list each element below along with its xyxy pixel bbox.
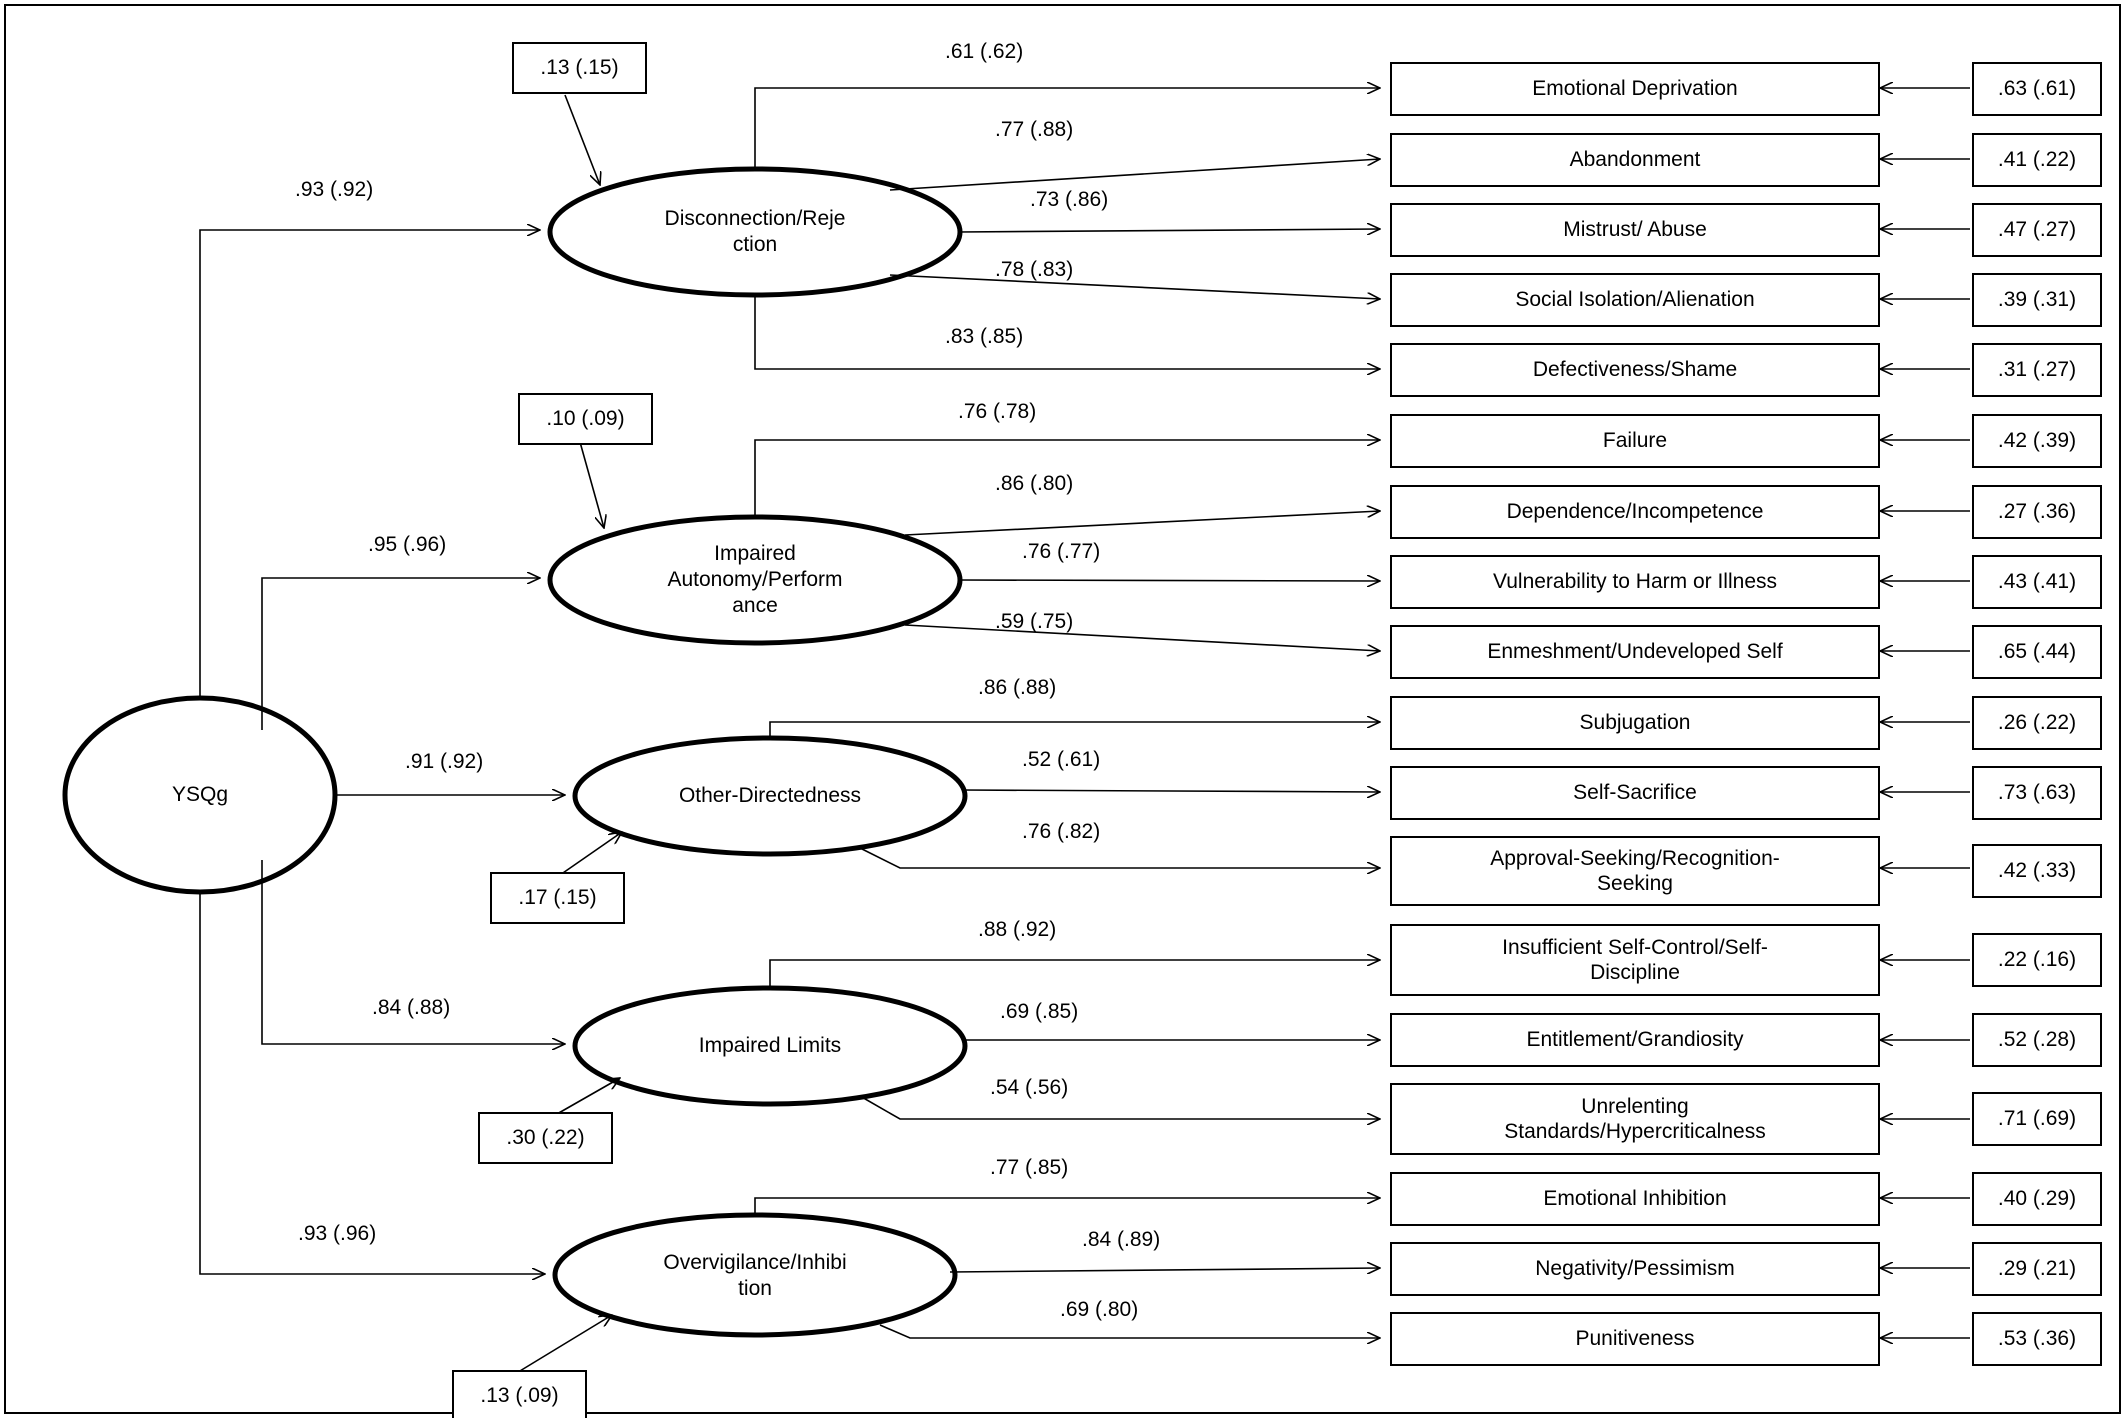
disturbance-box-f5: .13 (.09): [452, 1370, 587, 1418]
residual-box-17: .53 (.36): [1972, 1312, 2102, 1366]
indicator-box-subjugation: Subjugation: [1390, 696, 1880, 750]
residual-box-10: .73 (.63): [1972, 766, 2102, 820]
residual-box-12: .22 (.16): [1972, 933, 2102, 987]
path-label-general-to-f3: .91 (.92): [405, 750, 484, 773]
path-label-general-to-f1: .93 (.92): [295, 178, 374, 201]
indicator-box-failure: Failure: [1390, 414, 1880, 468]
loading-label-6: .86 (.80): [995, 472, 1074, 495]
indicator-box-abandonment: Abandonment: [1390, 133, 1880, 187]
indicator-box-enmeshment-undeveloped-self: Enmeshment/Undeveloped Self: [1390, 625, 1880, 679]
residual-box-3: .39 (.31): [1972, 273, 2102, 327]
loading-label-1: .77 (.88): [995, 118, 1074, 141]
factor-label-other-directedness: Other-Directedness: [678, 783, 862, 807]
loading-label-14: .54 (.56): [990, 1076, 1069, 1099]
loading-label-9: .86 (.88): [978, 676, 1057, 699]
loading-label-13: .69 (.85): [1000, 1000, 1079, 1023]
factor-label-impaired-limits: Impaired Limits: [698, 1033, 842, 1057]
residual-box-13: .52 (.28): [1972, 1013, 2102, 1067]
indicator-label-line: Seeking: [1597, 872, 1673, 895]
disturbance-box-f1: .13 (.15): [512, 42, 647, 94]
indicator-box-vulnerability-to-harm-or-illness: Vulnerability to Harm or Illness: [1390, 555, 1880, 609]
loading-label-16: .84 (.89): [1082, 1228, 1161, 1251]
indicator-box-entitlement-grandiosity: Entitlement/Grandiosity: [1390, 1013, 1880, 1067]
factor-label-line: ction: [732, 233, 778, 256]
residual-box-5: .42 (.39): [1972, 414, 2102, 468]
residual-box-15: .40 (.29): [1972, 1172, 2102, 1226]
loading-label-3: .78 (.83): [995, 258, 1074, 281]
residual-box-9: .26 (.22): [1972, 696, 2102, 750]
loading-label-17: .69 (.80): [1060, 1298, 1139, 1321]
path-label-general-to-f5: .93 (.96): [298, 1222, 377, 1245]
loading-label-5: .76 (.78): [958, 400, 1037, 423]
indicator-box-unrelenting-standards-hypercriticalness: [1390, 1083, 1880, 1155]
factor-label-line: Autonomy/Perform: [667, 567, 843, 591]
loading-label-2: .73 (.86): [1030, 188, 1109, 211]
indicator-label-line: Approval-Seeking/Recognition-: [1490, 846, 1780, 870]
loading-label-11: .76 (.82): [1022, 820, 1101, 843]
disturbance-box-f3: .17 (.15): [490, 872, 625, 924]
residual-box-11: .42 (.33): [1972, 844, 2102, 898]
disturbance-box-f4: .30 (.22): [478, 1112, 613, 1164]
loading-label-4: .83 (.85): [945, 325, 1024, 348]
indicator-box-emotional-deprivation: Emotional Deprivation: [1390, 62, 1880, 116]
indicator-box-dependence-incompetence: Dependence/Incompetence: [1390, 485, 1880, 539]
indicator-label-line: Discipline: [1590, 961, 1680, 984]
loading-label-12: .88 (.92): [978, 918, 1057, 941]
loading-label-0: .61 (.62): [945, 40, 1024, 63]
residual-box-16: .29 (.21): [1972, 1242, 2102, 1296]
indicator-box-social-isolation-alienation: Social Isolation/Alienation: [1390, 273, 1880, 327]
indicator-box-negativity-pessimism: Negativity/Pessimism: [1390, 1242, 1880, 1296]
indicator-box-punitiveness: Punitiveness: [1390, 1312, 1880, 1366]
factor-label-line: Impaired: [714, 541, 796, 565]
indicator-label-line: Standards/Hypercriticalness: [1504, 1120, 1766, 1143]
indicator-box-insufficient-self-control-self-discipline: [1390, 924, 1880, 996]
indicator-box-emotional-inhibition: Emotional Inhibition: [1390, 1172, 1880, 1226]
factor-label-line: tion: [738, 1277, 772, 1300]
indicator-label-line: Insufficient Self-Control/Self-: [1502, 935, 1768, 959]
loading-label-8: .59 (.75): [995, 610, 1074, 633]
indicator-label-line: Unrelenting: [1581, 1094, 1689, 1118]
residual-box-4: .31 (.27): [1972, 343, 2102, 397]
indicator-box-mistrust-abuse: Mistrust/ Abuse: [1390, 203, 1880, 257]
residual-box-7: .43 (.41): [1972, 555, 2102, 609]
factor-label-line: Disconnection/Reje: [664, 206, 846, 230]
residual-box-2: .47 (.27): [1972, 203, 2102, 257]
path-label-general-to-f2: .95 (.96): [368, 533, 447, 556]
residual-box-8: .65 (.44): [1972, 625, 2102, 679]
loading-label-15: .77 (.85): [990, 1156, 1069, 1179]
factor-label-line: ance: [732, 594, 778, 618]
latent-general-label: YSQg: [171, 782, 229, 806]
disturbance-box-f2: .10 (.09): [518, 393, 653, 445]
residual-box-14: .71 (.69): [1972, 1092, 2102, 1146]
residual-box-0: .63 (.61): [1972, 62, 2102, 116]
loading-label-7: .76 (.77): [1022, 540, 1101, 563]
indicator-box-defectiveness-shame: Defectiveness/Shame: [1390, 343, 1880, 397]
indicator-box-approval-seeking-recognition-seeking: [1390, 836, 1880, 906]
factor-label-line: Overvigilance/Inhibi: [663, 1250, 847, 1274]
loading-label-10: .52 (.61): [1022, 748, 1101, 771]
residual-box-6: .27 (.36): [1972, 485, 2102, 539]
indicator-box-self-sacrifice: Self-Sacrifice: [1390, 766, 1880, 820]
path-label-general-to-f4: .84 (.88): [372, 996, 451, 1019]
residual-box-1: .41 (.22): [1972, 133, 2102, 187]
